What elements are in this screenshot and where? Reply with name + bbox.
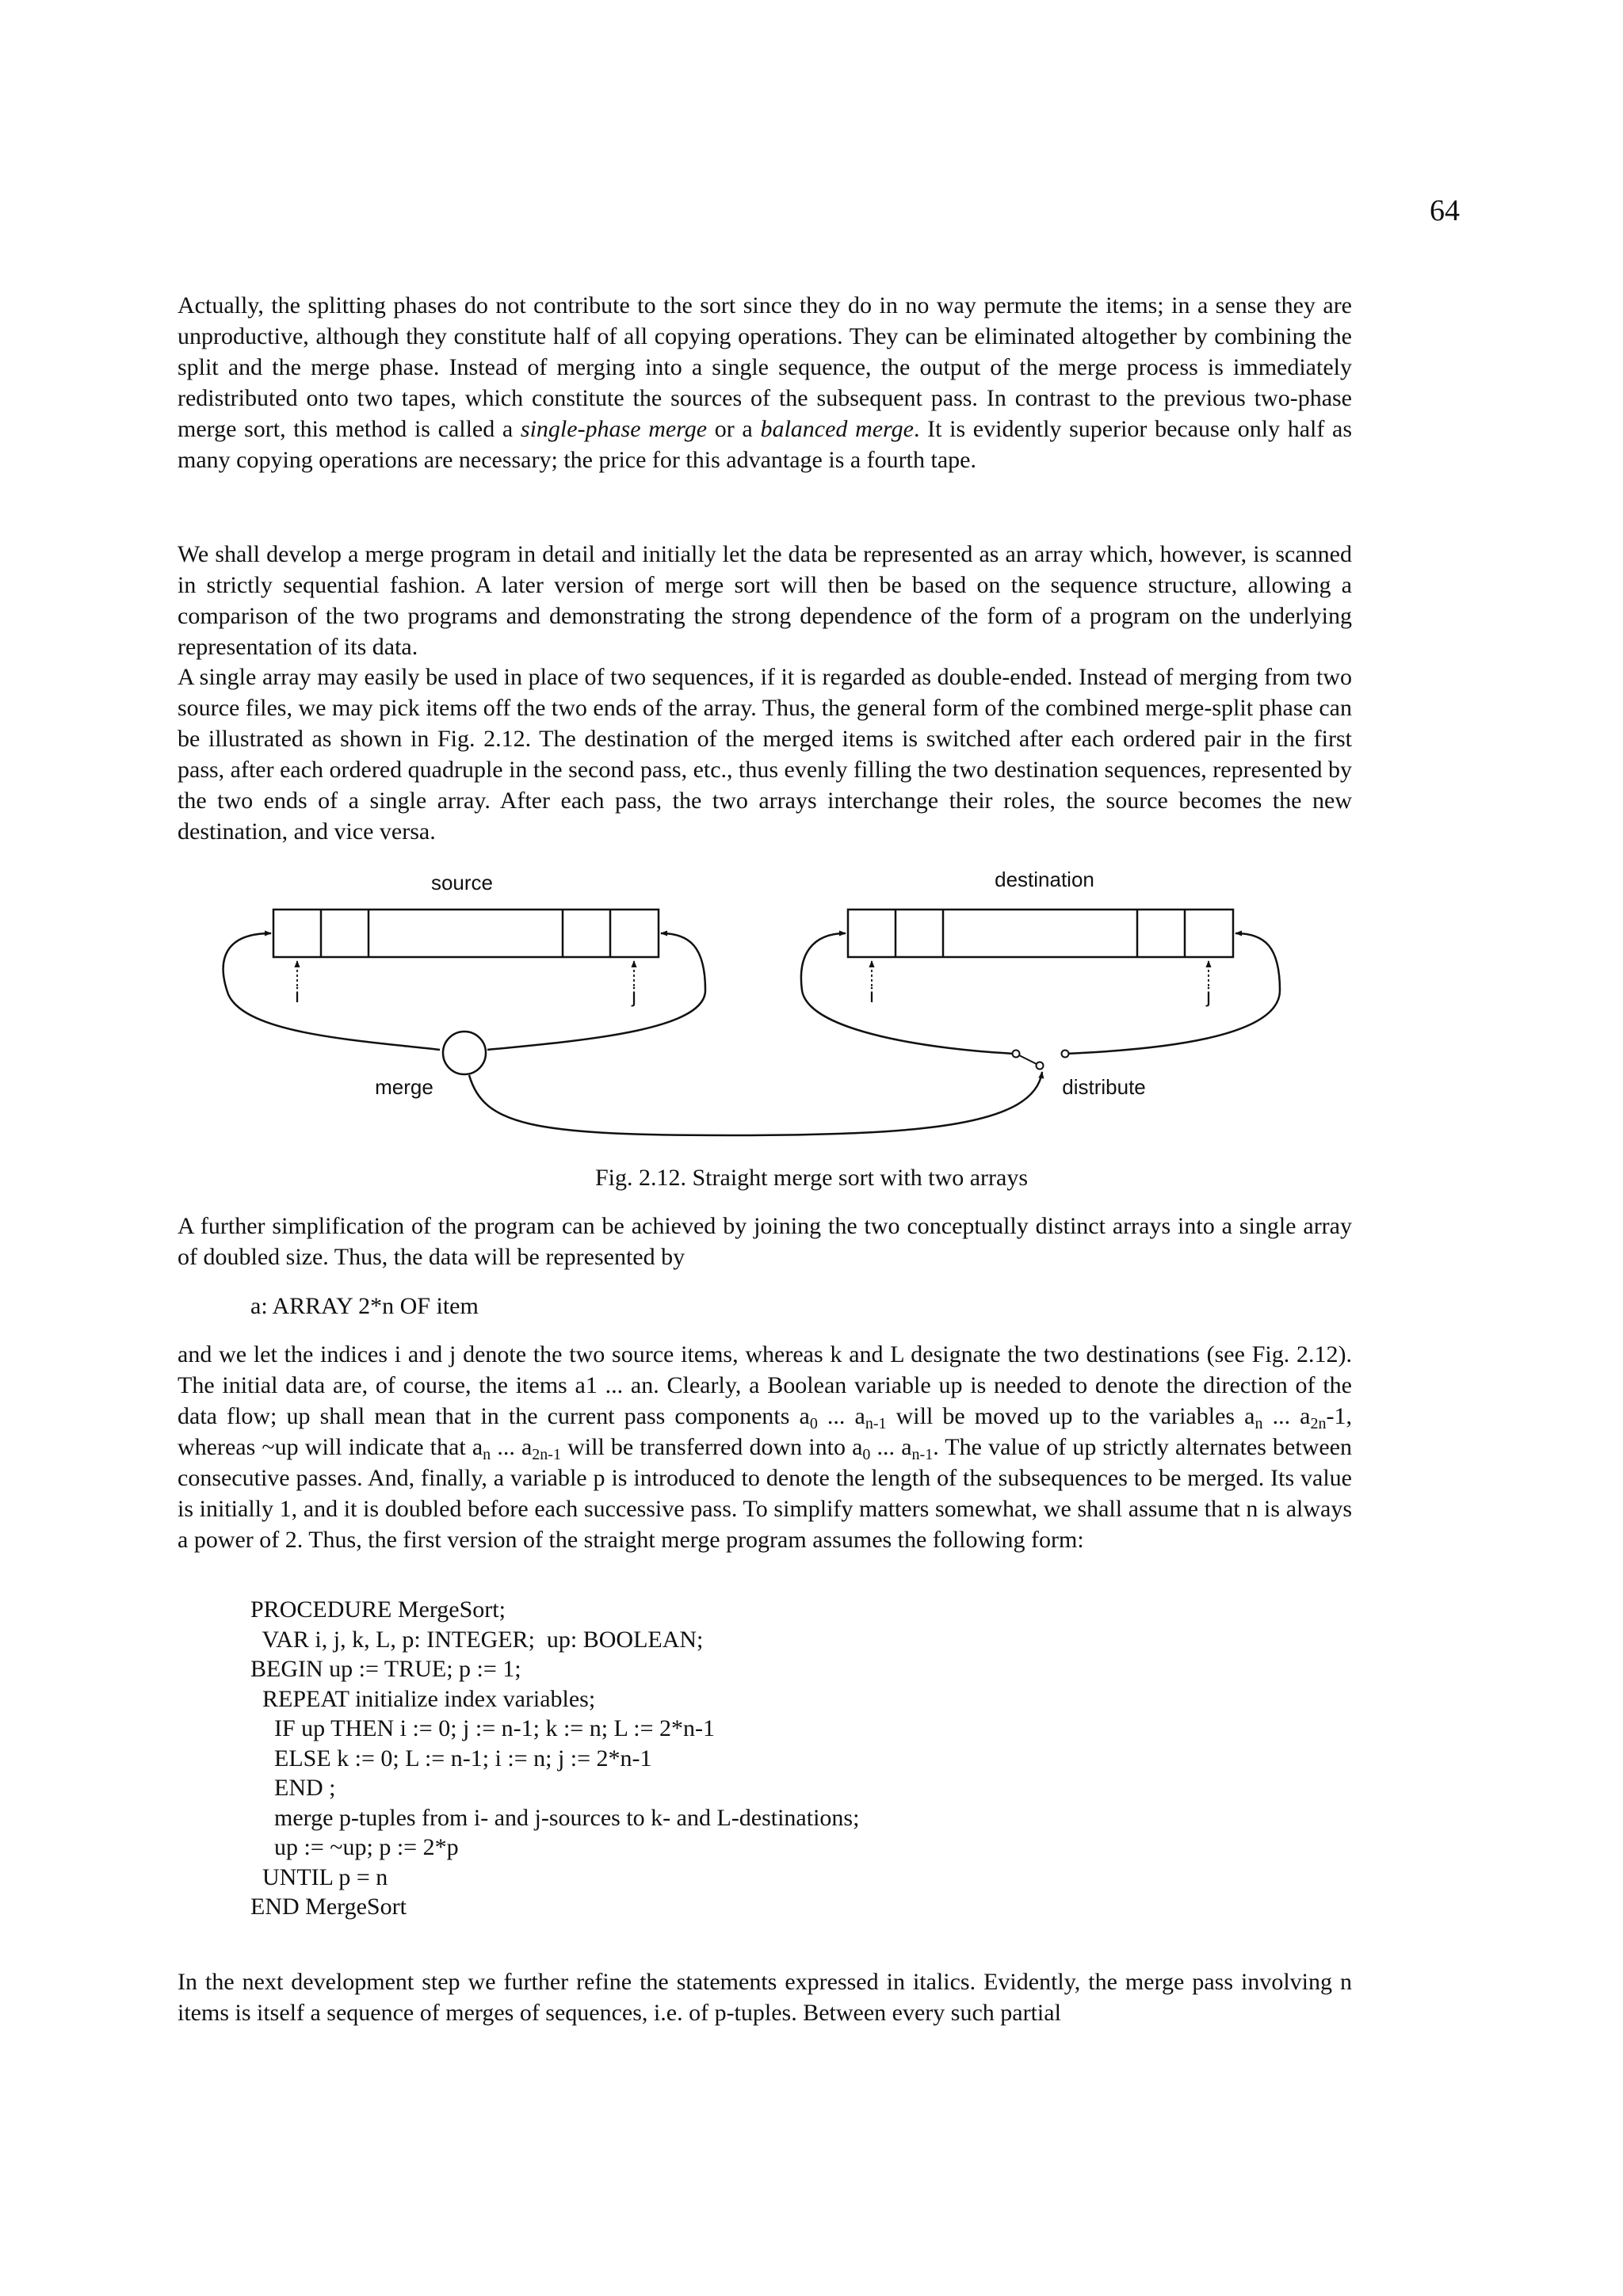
merge-to-left-flow <box>223 933 440 1050</box>
code-line: PROCEDURE MergeSort; <box>250 1596 506 1623</box>
code-line: REPEAT initialize index variables; <box>250 1685 596 1712</box>
p5-text-8: ... a <box>870 1434 912 1460</box>
dest-i-label: i <box>869 983 874 1007</box>
distribute-label: distribute <box>1062 1075 1146 1099</box>
paragraph-single-phase-merge <box>178 290 1352 475</box>
merge-to-right-flow <box>487 933 705 1050</box>
merge-sort-code <box>250 1595 859 1922</box>
code-line: merge p-tuples from i- and j-sources to k- and L-destinations; <box>250 1804 860 1831</box>
code-line: VAR i, j, k, L, p: INTEGER; up: BOOLEAN; <box>250 1626 704 1653</box>
merge-label: merge <box>375 1075 433 1099</box>
paragraph-merge-program: We shall develop a merge program in detail and initially let the data be represented as an array which, however, is scanned in strictly sequential fashion. A later version of merge sort will then be based on the sequence structure, allowing a comparison of the two programs and demonstrating the strong dependence of the form of a program on the underlying representation of its data. <box>178 541 1352 660</box>
merge-diagram <box>174 860 1411 1177</box>
code-line: BEGIN up := TRUE; p := 1; <box>250 1656 521 1682</box>
p5-sub-7: 0 <box>862 1446 871 1463</box>
paragraph-next-step: In the next development step we further refine the statements expressed in italics. Evidently, the merge pass involving n items is itself a sequence of merges of sequences, i.e. of p-tuples. Between every such partial <box>178 1969 1352 2026</box>
code-line: END MergeSort <box>250 1894 407 1920</box>
merge-node <box>443 1032 486 1074</box>
source-label: source <box>430 871 494 894</box>
p1-text-c: . It is evidently superior because only half as many copying operations are necessary; the price for this advantage is a fourth tape. <box>178 416 1353 473</box>
distribute-to-right-flow <box>1065 933 1280 1054</box>
code-line: up := ~up; p := 2*p <box>250 1834 459 1860</box>
p5-sub-1: 0 <box>809 1415 818 1432</box>
term-single-phase-merge: single-phase merge <box>520 416 708 442</box>
distribute-to-left-flow <box>801 933 1016 1054</box>
paragraph-double-ended-array: A single array may easily be used in place of two sequences, if it is regarded as double-ended. Instead of merging from two source files, we may pick items off the two ends of the array. Thus, the general form of the combined merge-split phase can be illustrated as shown in Fig. 2.12. The destination of the merged items is switched after each ordered pair in the first pass, after each ordered quadruple in the second pass, etc., thus evenly filling the two destination sequences, represented by the two ends of a single array. After each pass, the two arrays interchange their roles, the source becomes the new destination, and vice versa. <box>178 664 1353 845</box>
p5-text-5: -1, whereas ~up will indicate that a <box>178 1403 1352 1460</box>
paragraph-indices-description <box>178 1339 1352 1555</box>
figure-straight-merge-sort <box>174 860 1411 1177</box>
p5-text-1: and we let the indices i and j denote the two source items, whereas k and L designate the two destinations (see Fig. 2.12). The initial data are, of course, the items a1 ... an. Clearly, a Boolean variable up is needed to denote the direction of the data flow; up shall mean that in the current pass components a <box>178 1341 1352 1429</box>
p1-text-a: Actually, the splitting phases do not contribute to the sort since they do in no way permute the items; in a sense they are unproductive, although they constitute half of all copying operations. They can be eliminated altogether by combining the split and the merge phase. Instead of merging into a single sequence, the output of the merge process is immediately redistributed onto two tapes, which constitute the sources of the subsequent pass. In contrast to the previous two-phase merge sort, this method is called a <box>178 292 1352 442</box>
p5-sub-6: 2n-1 <box>532 1446 561 1463</box>
array-declaration: a: ARRAY 2*n OF item <box>250 1293 479 1319</box>
code-line: UNTIL p = n <box>250 1863 388 1890</box>
p5-sub-2: n-1 <box>865 1415 887 1432</box>
distribute-switch <box>1013 1051 1069 1070</box>
paragraph-doubled-array: A further simplification of the program can be achieved by joining the two conceptually distinct arrays into a single array of doubled size. Thus, the data will be represented by <box>178 1213 1352 1270</box>
p1-text-b: or a <box>707 416 761 442</box>
p5-text-4: ... a <box>1262 1403 1311 1429</box>
p5-sub-4: 2n <box>1310 1415 1327 1432</box>
term-balanced-merge: balanced merge <box>760 416 914 442</box>
p5-text-9: . The value of up strictly alternates between consecutive passes. And, finally, a variable p is introduced to denote the length of the subsequences to be merged. Its value is initially 1, and it is doubled before each successive pass. To simplify matters somewhat, we shall assume that n is always a power of 2. Thus, the first version of the straight merge program assumes the following form: <box>178 1434 1352 1553</box>
p5-text-3: will be moved up to the variables a <box>886 1403 1255 1429</box>
destination-label: destination <box>995 868 1094 891</box>
p5-sub-8: n-1 <box>911 1446 934 1463</box>
p5-text-2: ... a <box>817 1403 865 1429</box>
destination-array <box>848 910 1233 957</box>
source-j-label: j <box>632 983 636 1007</box>
code-line: IF up THEN i := 0; j := n-1; k := n; L := 2*n-1 <box>250 1715 715 1741</box>
p5-text-6: ... a <box>491 1434 533 1460</box>
p5-sub-3: n <box>1254 1415 1263 1432</box>
p5-sub-5: n <box>483 1446 491 1463</box>
merge-output-flow <box>469 1072 1042 1135</box>
page-number: 64 <box>1430 194 1460 227</box>
code-line: ELSE k := 0; L := n-1; i := n; j := 2*n-1 <box>250 1745 652 1772</box>
source-i-label: i <box>295 983 300 1007</box>
p5-text-7: will be transferred down into a <box>560 1434 863 1460</box>
dest-j-label: j <box>1206 983 1211 1007</box>
figure-caption: Fig. 2.12. Straight merge sort with two arrays <box>594 1165 1029 1191</box>
code-line: END ; <box>250 1775 336 1801</box>
source-array <box>273 910 659 957</box>
